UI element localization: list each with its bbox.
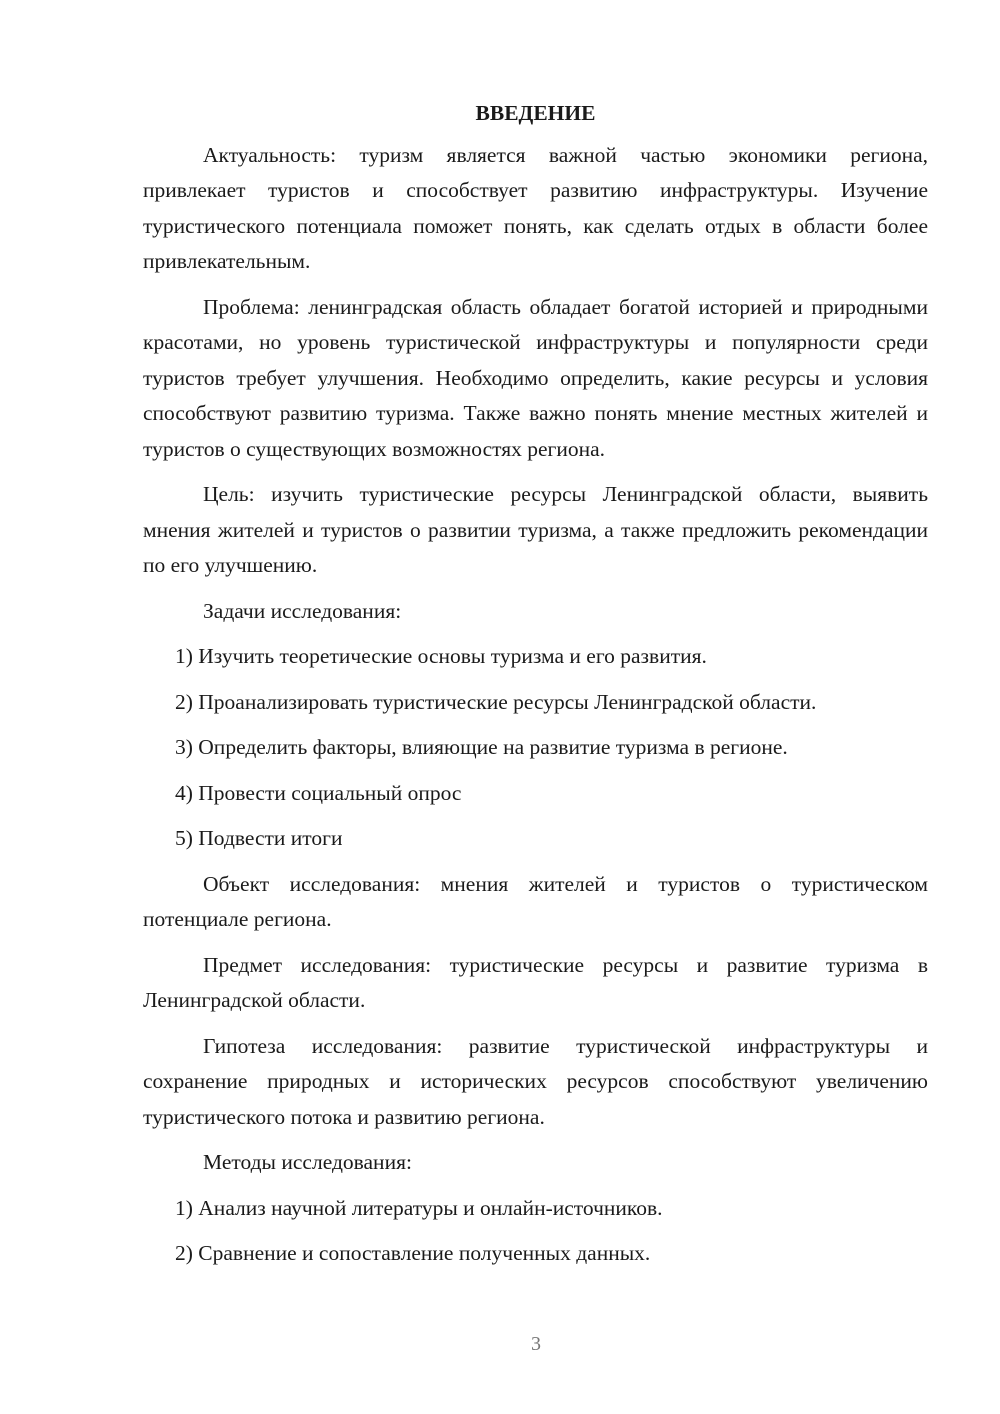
methods-heading: Методы исследования: xyxy=(203,1150,412,1174)
task-item: 4) Провести социальный опрос xyxy=(175,780,462,805)
subject-paragraph: Предмет исследования: туристические ресурсы и развитие туризма в Ленинградской области. xyxy=(143,952,928,1012)
task-item: 2) Проанализировать туристические ресурсы Ленинградской области. xyxy=(175,689,817,714)
task-item: 3) Определить факторы, влияющие на развитие туризма в регионе. xyxy=(175,735,788,759)
task-item: 1) Изучить теоретические основы туризма и его развития. xyxy=(175,644,707,668)
method-item: 1) Анализ научной литературы и онлайн-источников. xyxy=(175,1195,663,1220)
relevance-paragraph: Актуальность: туризм является важной частью экономики региона, привлекает туристов и способствует развитию инфраструктуры. Изучение туристического потенциала поможет понять, как сделать отдых в области более привлекательным. xyxy=(143,142,928,273)
tasks-heading: Задачи исследования: xyxy=(203,598,402,623)
section-title: ВВЕДЕНИЕ xyxy=(475,101,596,125)
method-item: 2) Сравнение и сопоставление полученных данных. xyxy=(175,1241,651,1265)
document-page xyxy=(143,96,928,1282)
hypothesis-paragraph: Гипотеза исследования: развитие туристической инфраструктуры и сохранение природных и исторических ресурсов способствуют увеличению туристического потока и развитию региона. xyxy=(143,1033,928,1129)
task-item: 5) Подвести итоги xyxy=(175,826,343,850)
page-number: 3 xyxy=(531,1333,541,1355)
object-paragraph: Объект исследования: мнения жителей и туристов о туристическом потенциале региона. xyxy=(143,871,928,931)
problem-paragraph: Проблема: ленинградская область обладает богатой историей и природными красотами, но уровень туристической инфраструктуры и популярности среди туристов требует улучшения. Необходимо определить, какие ресурсы и условия способствуют развитию туризма. Также важно понять мнение местных жителей и туристов о существующих возможностях региона. xyxy=(143,294,928,461)
goal-paragraph: Цель: изучить туристические ресурсы Ленинградской области, выявить мнения жителей и туристов о развитии туризма, а также предложить рекомендации по его улучшению. xyxy=(143,482,928,577)
